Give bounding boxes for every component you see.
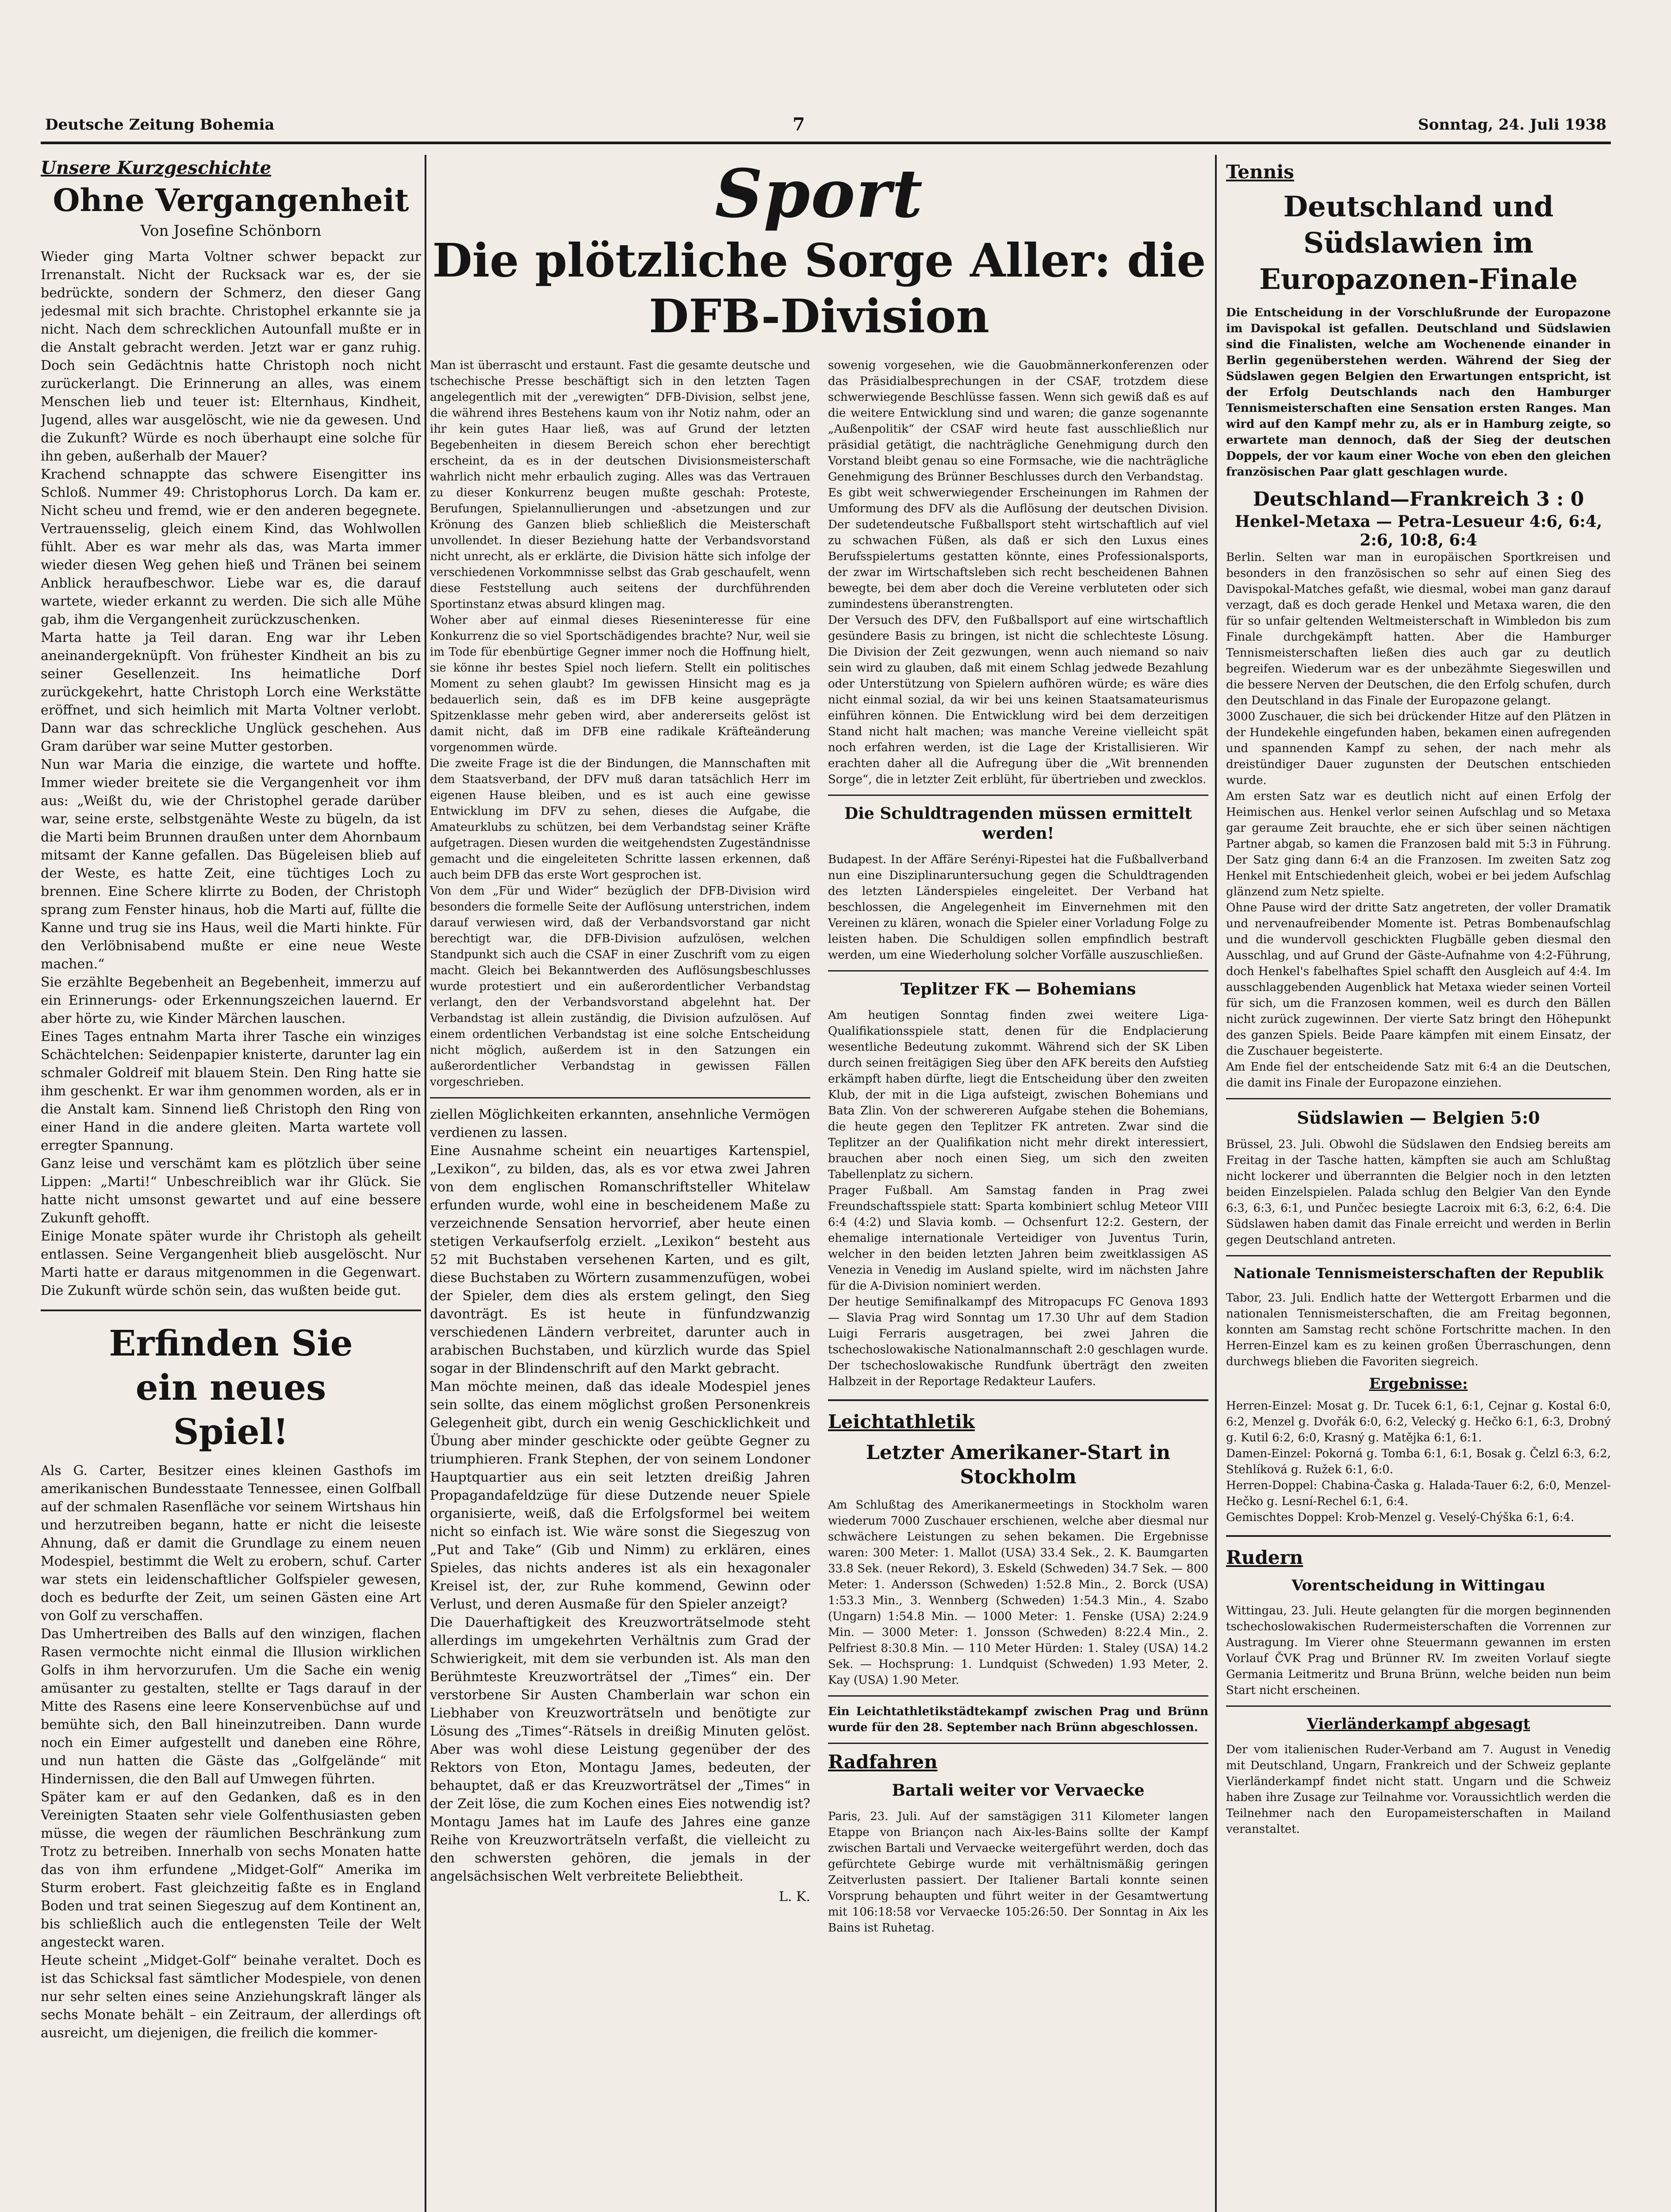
article-paragraph: Es gibt weit schwerwiegender Erscheinungen im Rahmen der Umformung des DFV als die Auflösung der deutschen Division. Der sudetendeutsche Fußballsport steht wirtschaftlich auf viel zu schwachen Füßen, als daß er sich den Luxus eines Berufsspielertums gestatten könnte, eines Professionalsports, der zwar im Wirtschaftsleben sich recht bescheidenen Bahnen bewegte, bei dem aber doch die Vereine verbluteten oder sich zumindestens überanstrengten. (828, 486, 1208, 611)
paper-name: Deutsche Zeitung Bohemia (45, 116, 275, 134)
article-paragraph: Die zweite Frage ist die der Bindungen, die Mannschaften mit dem Staatsverband, der DFV muß daran tatsächlich Herr im eigenen Hause bleiben, und es ist auch eine gewisse Entwicklung im DFV zu sehen, dieses die Aufgabe, die Amateurklubs zu schützen, bei dem Verbandstag seiner Kräfte aufgetragen. Diesen wurden die weitgehendsten Zugeständnisse gemacht und die eingeleiteten Schritte lassen erkennen, daß auch beim DFB das erste Wort gesprochen ist. (430, 757, 810, 882)
article-headline: Vierländerkampf abgesagt (1307, 1715, 1530, 1733)
story-paragraph: Marta hatte ja Teil daran. Eng war ihr Leben aneinandergeknüpft. Von frühester Kindheit an bis zu seiner Gesellenzeit. Ins heimatliche Dorf zurückgekehrt, hatte Christoph Lorch eine Werkstätte eröffnet, und sich heimlich mit Marta Voltner verlobt. Dann war das schreckliche Unglück geschehen. Aus Gram darüber war seine Mutter gestorben. (41, 630, 421, 754)
section-tag: Rudern (1226, 1546, 1303, 1568)
divider (828, 1399, 1208, 1401)
column-sport (430, 155, 1208, 2212)
article-headline: Deutschland und Südslawien im Europazonen-Finale (1259, 190, 1578, 296)
article-paragraph: Woher aber auf einmal dieses Rieseninteresse für eine Konkurrenz die so viel Sportschädigendes brachte? Nur, weil sie im Tode für ebenbürtige Gegner immer noch die Hoffnung hielt, sie könne ihr bestes Spiel noch liefern. Stellt ein politisches Moment zu sehen glaubt? Im gewissen Hinsicht mag es ja bedauerlich sein, daß es im DFB keine ausgeprägte Spitzenklasse mehr geben wird, aber andererseits gelöst ist damit nicht, daß im DFB eine radikale Kräfteänderung vorgenommen würde. (430, 614, 810, 754)
article-headline: Bartali weiter vor Vervaecke (892, 1781, 1145, 1800)
story-paragraph: Ganz leise und verschämt kam es plötzlich über seine Lippen: „Marti!“ Unbeschreiblich war ihr Glück. Sie hatte nicht umsonst gewartet und auf eine bessere Zukunft gehofft. (41, 1156, 421, 1226)
story-continuation: ziellen Möglichkeiten erkannten, ansehnliche Vermögen verdienen zu lassen. (430, 1107, 810, 1141)
divider (430, 1097, 810, 1098)
author-signature: L. K. (779, 1889, 810, 1905)
result-line: Gemischtes Doppel: Krob-Menzel g. Veselý-Chýška 6:1, 6:4. (1226, 1510, 1575, 1524)
article-headline: Die Schuldtragenden müssen ermittelt werden! (844, 804, 1192, 843)
section-tag: Radfahren (828, 1751, 938, 1773)
article-paragraph: Paris, 23. Juli. Auf der samstägigen 311 Kilometer langen Etappe von Briançon nach Aix-les-Bains sollte der Kampf zwischen Bartali und Vervaecke weitergeführt werden, doch das gefürchtete Gebirge wurde mit verhältnismäßig geringen Zeitverlusten passiert. Der Italiener Bartali konnte seinen Vorsprung behaupten und führt weiter in der Gesamtwertung mit 106:18:58 vor Vervaecke 105:26:50. Der Sonntag in Aix les Bains ist Ruhetag. (828, 1810, 1208, 1935)
article-paragraph: Am heutigen Sonntag finden zwei weitere Liga-Qualifikationsspiele statt, denen für die Endplacierung wesentliche Bedeutung zukommt. Während sich der SK Liben durch seinen freitägigen Sieg über den AFK bereits den Aufstieg erkämpft haben dürfte, liegt die Entscheidung über den zweiten Klub, der mit in die Liga aufsteigt, zwischen Bohemians und Bata Zlin. Von der schwereren Aufgabe stehen die Bohemians, die heute gegen den Teplitzer FK antreten. Zwar sind die Teplitzer an der Qualifikation nicht mehr direkt interessiert, brauchen aber noch einen Sieg, um sich den zweiten Tabellenplatz zu sichern. (828, 1009, 1208, 1181)
article-paragraph: Wittingau, 23. Juli. Heute gelangten für die morgen beginnenden tschechoslowakischen Rudermeisterschaften die Vorrennen zur Austragung. Im Vierer ohne Steuermann gewannen im ersten Vorlauf ČVK Prag und Brünner RV. Im zweiten Vorlauf siegte Germania Leitmeritz und Bruna Brünn, welche beiden nun beim Start nicht erscheinen. (1226, 1604, 1611, 1697)
result-line: Herren-Doppel: Chabina-Časka g. Halada-Tauer 6:2, 6:0, Menzel-Hečko g. Lesní-Rechel 6:1, 6:4. (1226, 1479, 1611, 1508)
result-line: Herren-Einzel: Mosat g. Dr. Tucek 6:1, 6:1, Cejnar g. Kostal 6:0, 6:2, Menzel g. Dvořák 6:0, 6:2, Velecký g. Hečko 6:1, 6:3, Drobný g. Kutil 6:2, 6:0, Krasný g. Matějka 6:1, 6:1. (1226, 1399, 1611, 1444)
story-title: Ohne Vergangenheit (53, 182, 409, 219)
article-headline: Teplitzer FK — Bohemians (900, 980, 1136, 998)
story-paragraph: Man möchte meinen, daß das ideale Modespiel jenes sein sollte, das einem möglichst großen Personenkreis Gelegenheit gibt, durch ein wenig Geschicklichkeit und Übung aber minder geschickte oder geübte Gegner zu triumphieren. Frank Stephen, der von seinem Londoner Hauptquartier aus ein seit letzten dreißig Jahren Propagandafeldzüge für diese Dutzende neuer Spiele organisierte, weiß, daß die Erfolgsformel bei weitem nicht so einfach ist. Wie wäre sonst die Siegeszug von „Put and Take“ (Gib und Nimm) zu erklären, eines Spieles, das nichts anderes ist als ein hexagonaler Kreisel ist, der, zur Ruhe kommend, Gewinn oder Verlust, und deren Ausmaße für den Spieler anzeigt? (430, 1379, 810, 1612)
column-tennis (1226, 155, 1611, 2212)
story-byline: Von Josefine Schönborn (140, 222, 322, 240)
article-paragraph: Man ist überrascht und erstaunt. Fast die gesamte deutsche und tschechische Presse beschäftigt sich in den letzten Tagen angelegentlich mit der „verewigten“ DFB-Division, selbst jene, die während ihres Bestehens kaum von ihr Notiz nahm, oder an ihr kein gutes Haar ließ, was auf Grund der letzten Begebenheiten in diesem Bereich schon eher berechtigt erscheint, da es in der deutschen Divisionsmeisterschaft wahrlich nicht mehr erbaulich zuging. Alles was das Vertrauen zu dieser Konkurrenz beugen mußte geschah: Proteste, Berufungen, Spielannullierungen und -absetzungen und zur Krönung des Ganzen blieb schließlich die Meisterschaft unvollendet. In dieser Beziehung hatte der Verbandsvorstand nicht unrecht, als er erklärte, die Division hätte sich infolge der verschiedenen Vorkommnisse selbst das Grab geschaufelt, wenn diese Feststellung auch seitens der durchführenden Sportinstanz etwas absurd klingen mag. (430, 359, 810, 611)
column-short-story (41, 155, 421, 2212)
divider (828, 795, 1208, 796)
article-headline: Letzter Amerikaner-Start in Stockholm (866, 1441, 1171, 1488)
issue-date: Sonntag, 24. Juli 1938 (1418, 116, 1606, 134)
article-paragraph: Prager Fußball. Am Samstag fanden in Prag zwei Freundschaftsspiele statt: Sparta kombiniert schlug Meteor VIII 6:4 (4:2) und Slavia komb. — Ochsenfurt 12:2. Gestern, der ehemalige internationale Verteidiger von Juventus Turin, welcher in den beiden letzten Jahren beim zweitklassigen AS Venezia in Venedig im Ausland spielte, wird im nächsten Jahre für die A-Division nominiert werden. (828, 1184, 1208, 1293)
sport-right-column (828, 357, 1208, 1936)
result-line: Damen-Einzel: Pokorná g. Tomba 6:1, 6:1, Bosak g. Čelzl 6:3, 6:2, Stehlíková g. Ružek 6:1, 6:0. (1226, 1447, 1611, 1476)
divider (828, 970, 1208, 972)
article-paragraph: Am Schlußtag des Amerikanermeetings in Stockholm waren wiederum 7000 Zuschauer erschienen, welche aber diesmal nur schwächere Leistungen zu sehen bekamen. Die Ergebnisse waren: 300 Meter: 1. Mallot (USA) 33.4 Sek., 2. K. Baumgarten 33.8 Sek. (neuer Rekord), 3. Eskeld (Schweden) 34.7 Sek. — 800 Meter: 1. Andersson (Schweden) 1:52.8 Min., 2. Borck (USA) 1:53.3 Min., 3. Wennberg (Schweden) 1:54.3 Min., 4. Szabo (Ungarn) 1:54.8 Min. — 1000 Meter: 1. Fenske (USA) 2:24.9 Min. — 3000 Meter: 1. Jonsson (Schweden) 8:22.4 Min., 2. Pelfriest 8:30.8 Min. — 110 Meter Hürden: 1. Staley (USA) 14.2 Sek. — Hochsprung: 1. Lundquist (Schweden) 1.93 Meter, 2. Kay (USA) 1.90 Meter. (828, 1498, 1208, 1687)
section-logo: Sport (715, 155, 924, 233)
story-paragraph: Die Dauerhaftigkeit des Kreuzworträtselmode steht allerdings im umgekehrten Verhältnis zum Grad der Schwierigkeit, mit dem sie verbunden ist. Als man den Berühmteste Kreuzworträtsel der „Times“ ein. Der verstorbene Sir Austen Chamberlain war schon ein Liebhaber von Kreuzworträtseln und benötigte zur Lösung des „Times“-Rätsels in dreißig Minuten gelöst. Aber was wohl diese Leistung gegenüber der des Rektors von Eton, Montagu James, bedeuten, der behauptet, daß er das Kreuzworträtsel der „Times“ in der Zeit löse, die zum Kochen eines Eies notwendig ist? Montagu James hat im Laufe des Jahres eine ganze Reihe von Kreuzworträtseln verfaßt, die vielleicht zu den schwersten gehören, die jemals in der angelsächsischen Welt verbreitete Beliebtheit. (430, 1615, 810, 1884)
article-paragraph: Von dem „Für und Wider“ bezüglich der DFB-Division wird besonders die formelle Seite der Auflösung unterstrichen, indem darauf verwiesen wird, daß der Verbandsvorstand gar nicht berechtigt war, die DFB-Division aufzulösen, welchen Standpunkt sich auch die CSAF in einer Zuschrift vom zu eigen macht. Gleich bei Bekanntwerden des Auflösungsbeschlusses wurde protestiert und ein außerordentlicher Verbandstag verlangt, den der Verbandsvorstand abgelehnt hat. Der Verbandstag ist allein zuständig, die Division aufzulösen. Auf einem ordentlichen Verbandstag ist eine solche Entscheidung nicht möglich, außerdem ist in den Satzungen ein außerordentlicher Verbandstag in gewissen Fällen vorgeschrieben. (430, 884, 810, 1089)
story-paragraph: Nun war Maria die einzige, die wartete und hoffte. Immer wieder breitete sie die Vergangenheit vor ihm aus: „Weißt du, wie der Christophel gerade darüber war, seine erste, selbstgenähte Weste zu bügeln, da ist die Marti beim Brunnen draußen unter dem Ahornbaum mitsamt der Kanne gefallen. Das Bügeleisen blieb auf der Weste, es hatte Zeit, eine tüchtiges Loch zu brennen. Eine Schere klirrte zu Boden, der Christoph sprang zum Fenster hinaus, hob die Marti auf, füllte die Kanne und trug sie ins Haus, weil die Marti hinkte. Für den Verlöbnisabend mußte er eine neue Weste machen.“ (41, 757, 421, 972)
divider (1226, 1535, 1611, 1537)
story-paragraph: Als G. Carter, Besitzer eines kleinen Gasthofs im amerikanischen Bundesstaate Tennessee, einen Golfball auf der schmalen Rasenfläche vor seinem Wirtshaus hin und herzutreiben begann, hatte er nicht die leiseste Ahnung, daß er damit die Grundlage zu einem neuen Modespiel, bestimmt die Welt zu erobern, schuf. Carter war stets ein leidenschaftlicher Golfspieler gewesen, doch es bedurfte der Zeit, um seinen Gästen eine Art von Golf zu verschaffen. (41, 1463, 421, 1624)
divider (828, 1695, 1208, 1697)
article-paragraph: sowenig vorgesehen, wie die Gauobmännerkonferenzen oder das Präsidialbesprechungen in der CSAF, trotzdem diese schwerwiegende Beschlüsse fassen. Wenn sich gewiß daß es auf die weitere Entwicklung sind und waren; die ganze sogenannte „Außenpolitik“ der CSAF wird heute fast ausschließlich nur präsidial getätigt, die nachträgliche Genehmigung durch den Vorstand bleibt genau so eine Formsache, wie die nachträgliche Genehmigung des Brünner Beschlusses durch den Verbandstag. (828, 359, 1208, 484)
sport-left-column (430, 357, 810, 1936)
match-score: Deutschland—Frankreich 3 : 0 (1253, 488, 1584, 511)
story-paragraph: Das Umhertreiben des Balls auf den winzigen, flachen Rasen vermochte nicht einmal die Illusion wirklichen Golfs in ihm hervorzurufen. Um die Sache ein wenig amüsanter zu gestalten, stellte er Tags darauf in der Mitte des Rasens eine leere Konservenbüchse auf und bemühte sich, den Ball hineinzutreiben. Dann wurde noch ein Eimer aufgestellt und daneben eine Röhre, und nun hatten die Gäste das „Golfgelände“ mit Hindernissen, die den Ball auf Umwegen führten. (41, 1626, 421, 1787)
article-paragraph: Am Ende fiel der entscheidende Satz mit 6:4 an die Deutschen, die damit ins Finale der Europazone einziehen. (1226, 1060, 1611, 1090)
article-paragraph: 3000 Zuschauer, die sich bei drückender Hitze auf den Plätzen in der Hundekehle eingefunden haben, bekamen einen aufregenden und spannenden Kampf zu sehen, der nach mehr als dreistündiger Dauer zugunsten der Deutschen entschieden wurde. (1226, 710, 1611, 787)
divider (1226, 1098, 1611, 1099)
article-headline: Nationale Tennismeisterschaften der Republik (1233, 1264, 1604, 1282)
divider (1226, 1255, 1611, 1256)
story-title: Erfinden Sie ein neues Spiel! (109, 1322, 353, 1452)
match-score-detail: Henkel-Metaxa — Petra-Lesueur 4:6, 6:4, 2:6, 10:8, 6:4 (1234, 512, 1602, 549)
article-paragraph: Am ersten Satz war es deutlich nicht auf einen Erfolg der Heimischen aus. Henkel verlor seinen Aufschlag und so Metaxa gar geraume Zeit brauchte, ehe er sich über seinen nächtigen Partner abgab, so kamen die Franzosen bald mit 5:3 in Führung. Der Satz ging dann 6:4 an die Franzosen. Im zweiten Satz zog Henkel mit Entschiedenheit gleich, wobei er bei jedem Aufschlag glänzend zum Netz spielte. (1226, 790, 1611, 899)
story-paragraph: Eine Ausnahme scheint ein neuartiges Kartenspiel, „Lexikon“, zu bilden, das, als es vor etwa zwei Jahren von dem englischen Romanschriftsteller Whitelaw erfunden wurde, wohl eine in bescheidenem Maße zu verzeichnende Sensation hervorrief, aber heute einen stetigen Verkaufserfolg erzielt. „Lexikon“ besteht aus 52 mit Buchstaben versehenen Karten, und es gilt, diese Buchstaben zu Wörtern zusammenzufügen, wobei der Spieler, dem dies als erstem gelingt, den Sieg davonträgt. Es ist heute in fünfundzwanzig verschiedenen Ländern verbreitet, darunter auch in arabischen Buchstaben, und kürzlich wurde das Spiel sogar in der Blindenschrift auf den Markt gebracht. (430, 1143, 810, 1376)
column-rule (1215, 155, 1217, 2212)
running-header (41, 106, 1611, 144)
main-headline: Die plötzliche Sorge Aller: die DFB-Division (432, 233, 1206, 343)
article-paragraph: Budapest. In der Affäre Serényi-Ripestei hat die Fußballverband nun eine Disziplinaruntersuchung gegen die Schuldtragenden des letzten Länderspieles eingeleitet. Der Verband hat beschlossen, die Angelegenheit im Einvernehmen mit den Vereinen zu klären, wonach die Spieler einer Vorladung Folge zu leisten haben. Die Schuldigen sollen empfindlich bestraft werden, um eine Wiederholung solcher Vorfälle auszuschließen. (828, 853, 1208, 962)
section-tag: Leichtathletik (828, 1411, 975, 1432)
page-number: 7 (793, 114, 805, 135)
divider (1226, 1705, 1611, 1707)
story-paragraph: Wieder ging Marta Voltner schwer bepackt zur Irrenanstalt. Nicht der Rucksack war es, der sie bedrückte, sondern der Schmerz, den dieser Gang jedesmal mit sich brachte. Christophel erkannte sie ja nicht. Nach dem schrecklichen Autounfall mußte er in die Anstalt gebracht werden. Jetzt war er ganz ruhig. Doch sein Gedächtnis hatte Christoph noch nicht zurückerlangt. Die Erinnerung an alles, was einem Menschen lieb und teuer ist: Elternhaus, Kindheit, Jugend, alles war ausgelöscht, wie nie da gewesen. Und die Zukunft? Würde es noch überhaupt eine solche für ihn geben, außerhalb der Mauer? (41, 249, 421, 464)
news-brief: Ein Leichtathletikstädtekampf zwischen Prag und Brünn wurde für den 28. September nach Brünn abgeschlossen. (828, 1705, 1208, 1734)
article-headline: Vorentscheidung in Wittingau (1292, 1576, 1545, 1594)
story-paragraph: Später kam er auf den Gedanken, daß es in den Vereinigten Staaten sehr viele Golfenthusiasten geben müsse, die wegen der räumlichen Beschränkung zum Trotz zu betreiben. Innerhalb von sechs Monaten hatte das von ihm erfundene „Midget-Golf“ Amerika im Sturm erobert. Fast gleichzeitig faßte es in England Boden und trat seinen Siegeszug auf dem Kontinent an, bis schließlich auch die entlegensten Teile der Welt angesteckt waren. (41, 1789, 421, 1950)
article-paragraph: Der vom italienischen Ruder-Verband am 7. August in Venedig mit Deutschland, Ungarn, Frankreich und der Schweiz geplante Vierländerkampf findet nicht statt. Ungarn und die Schweiz haben ihre Zusage zur Teilnahme vor. Voraussichtlich werden die Teilnehmer nach den Europameisterschaften in Mailand veranstaltet. (1226, 1743, 1611, 1836)
divider (41, 1310, 421, 1311)
story-paragraph: Heute scheint „Midget-Golf“ beinahe veraltet. Doch es ist das Schicksal fast sämtlicher Modespiele, von denen nur sehr selten eines seine Anziehungskraft länger als sechs Monate behält – ein Zeitraum, der allerdings oft ausreicht, um diejenigen, die freilich die kommer- (41, 1952, 421, 2041)
story-paragraph: Sie erzählte Begebenheit an Begebenheit, immerzu auf ein Erinnerungs- oder Erkennungszeichen lauernd. Er aber hörte zu, wie Kinder Märchen lauschen. (41, 974, 421, 1026)
article-lead: Die Entscheidung in der Vorschlußrunde der Europazone im Davispokal ist gefallen. Deutschland und Südslawien sind die Finalisten, welche am Wochenende einander in Berlin gegenüberstehen werden. Während der Sieg der Südslawen gegen Belgien den Erwartungen entspricht, ist der Erfolg Deutschlands nach den Hamburger Tennismeisterschaften eine Sensation ersten Ranges. Man wird auf den Kampf mehr zu, als er in Hamburg zeigte, so erwartete man dennoch, daß der Sieg der deutschen Doppels, der vor kaum einer Woche von eben den gleichen französischen Paar glatt geschlagen wurde. (1226, 306, 1611, 479)
article-paragraph: Der Versuch des DFV, den Fußballsport auf eine wirtschaftlich gesündere Basis zu bringen, ist nicht die schlechteste Lösung. Die Division der Zeit gezwungen, wenn auch niemand so naiv sein wird zu glauben, daß mit einem Schlag jedwede Bezahlung oder Unterstützung von Spielern aufhören würde; es wäre dies nicht einmal sozial, da wir bei uns keinen Staatsamateurismus einführen können. Die Entwicklung wird bei dem derzeitigen Stand nicht halt machen; was manche Vereine vielleicht spät noch erfahren werden, ist die Lage der Kristallisieren. Wir erachten daher all die Aufregung über die „Wit brennenden Sorge“, die in letzter Zeit erblüht, für übertrieben und zwecklos. (828, 614, 1208, 786)
column-rule (425, 155, 426, 2212)
divider (828, 1743, 1208, 1744)
article-paragraph: Brüssel, 23. Juli. Obwohl die Südslawen den Endsieg bereits am Freitag in der Tasche hatten, kämpften sie auch am Schlußtag nicht lockerer und überrannten die Belgier noch in den letzten beiden Einzelspielen. Palada schlug den Belgier Van den Eynde 6:3, 6:3, 6:1, und Punčec besiegte Lacroix mit 6:3, 6:2, 6:4. Die Südslawen haben damit das Finale erreicht und werden in Berlin gegen Deutschland antreten. (1226, 1137, 1611, 1247)
results-heading: Ergebnisse: (1369, 1375, 1468, 1393)
article-paragraph: Der heutige Semifinalkampf des Mitropacups FC Genova 1893 — Slavia Prag wird Sonntag um 17.30 Uhr auf dem Stadion Luigi Ferraris ausgetragen, bei zwei Jahren die tschechoslowakische Nationalmannschaft 2:0 geschlagen wurde. Der tschechoslowakische Rundfunk überträgt den zweiten Halbzeit in der Reportage Redakteur Laufers. (828, 1295, 1208, 1388)
story-paragraph: Einige Monate später wurde ihr Christoph als geheilt entlassen. Seine Vergangenheit blieb ausgelöscht. Nur Marti hatte er daraus mitgenommen in die Gegenwart. Die Zukunft würde schön sein, das wußten beide gut. (41, 1228, 421, 1298)
newspaper-page (41, 106, 1611, 2212)
section-tag: Tennis (1226, 161, 1294, 183)
article-paragraph: Berlin. Selten war man in europäischen Sportkreisen und besonders in den französischen so sehr auf einen Sieg des Davispokal-Matches gefaßt, wie diesmal, wobei man ganz darauf verzagt, daß es doch gerade Henkel und Metaxa waren, die den für so unfair geltenden Weltmeisterschaft in Wimbledon bis zum Finale durchgekämpft hatten. Aber die Hamburger Tennismeisterschaften ließen dies auch gar zu deutlich begreifen. Wiederum war es der unbezähmte Siegeswillen und die bessere Nerven der Deutschen, die den Erfolg schufen, durch den Deutschland in das Finale der Europazone gelangt. (1226, 551, 1611, 707)
sport-columns (430, 357, 1208, 1936)
article-paragraph: Tabor, 23. Juli. Endlich hatte der Wettergott Erbarmen und die nationalen Tennismeisterschaften, die am Freitag begonnen, konnten am Samstag recht schöne Fortschritte machen. In den Herren-Einzel kam es zu keinen großen Überraschungen, denn durchwegs blieben die Favoriten siegreich. (1226, 1291, 1611, 1368)
story-paragraph: Eines Tages entnahm Marta ihrer Tasche ein winziges Schächtelchen: Seidenpapier knisterte, darunter lag ein schmaler Goldreif mit blauem Stein. Den Ring hatte sie ihm geschenkt. Er war ihm genommen worden, als er in die Anstalt kam. Sinnend ließ Christoph den Ring von einer Hand in die andere gleiten. Marta wartete voll erregter Spannung. (41, 1029, 421, 1153)
section-kicker: Unsere Kurzgeschichte (41, 157, 272, 178)
article-headline: Südslawien — Belgien 5:0 (1297, 1108, 1540, 1128)
story-paragraph: Krachend schnappte das schwere Eisengitter ins Schloß. Nummer 49: Christophorus Lorch. Da kam er. Nicht scheu und fremd, wie er den anderen begegnete. Vertrauensselig, gleich einem Kind, das Wohlwollen fühlt. Aber es war mehr als das, was Marta immer wieder diesen Weg gehen hieß und Tränen bei seinem Anblick heraufbeschwor. Liebe war es, die darauf wartete, wieder erkannt zu werden. Die sich alle Mühe gab, ihm die Vergangenheit zurückzuschenken. (41, 466, 421, 627)
article-paragraph: Ohne Pause wird der dritte Satz angetreten, der voller Dramatik und nervenaufreibender Momente ist. Petras Bombenaufschlag und die wundervoll geschickten Flugbälle geben diesmal den Ausschlag, und auf Grund der Gäste-Aufnahme von 4:2-Führung, doch Henkel's fabelhaftes Spiel schafft den Ausgleich auf 4:4. Im ausschlaggebenden Augenblick hat Metaxa wieder seinen Vorteil für sich, um die Franzosen kommen, weil es durch den Bällen nicht zurück zugewinnen. Der vierte Satz bringt den Höhepunkt des ganzen Spiels. Beide Paare kämpfen mit einem Einsatz, der die Zuschauer begeisterte. (1226, 901, 1611, 1058)
